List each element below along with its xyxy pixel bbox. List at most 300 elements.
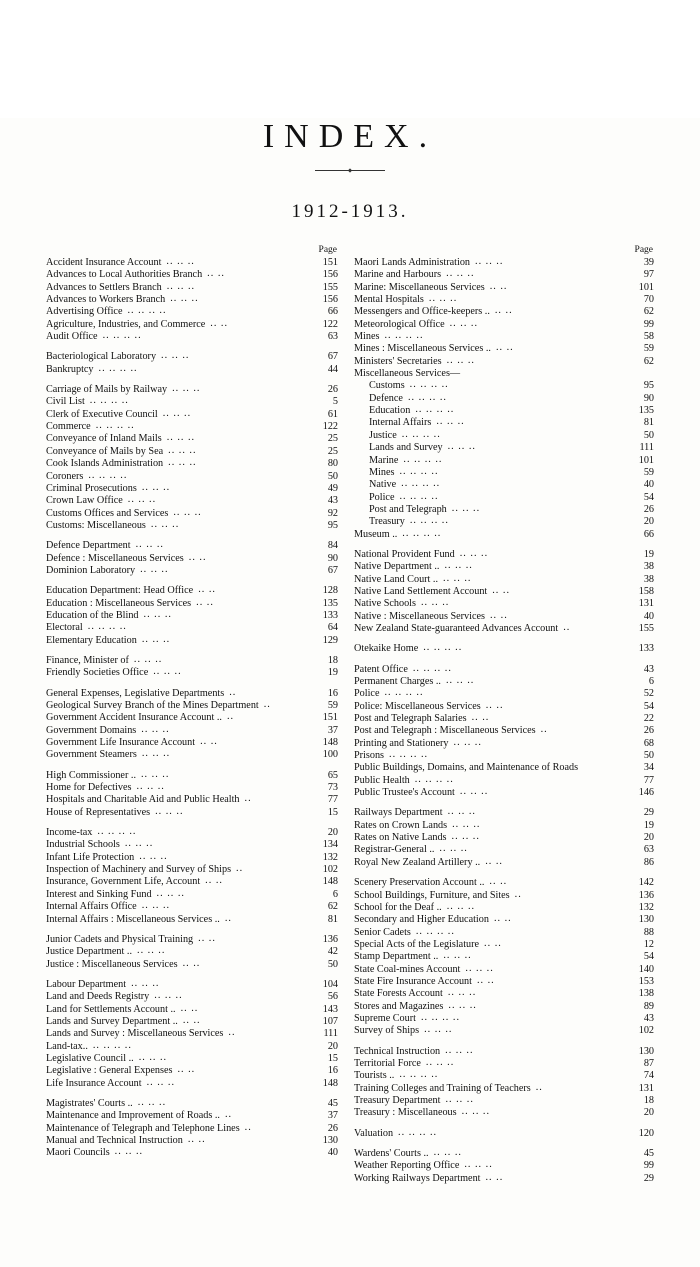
index-entry-leader-dots: .. .. .. .. — [401, 428, 441, 440]
index-entry-label: General Expenses, Legislative Departments — [46, 687, 225, 699]
index-entry-label: Working Railways Department — [354, 1172, 481, 1184]
index-entry-page-number: 156 — [322, 294, 338, 306]
index-entry-leader-dots: .. .. .. — [445, 1044, 474, 1056]
index-entry-label: Customs — [369, 380, 405, 392]
index-entry-page-number: 54 — [643, 951, 654, 963]
index-entry[interactable] — [46, 667, 338, 679]
index-entry-label: Legislative Council .. — [46, 1052, 134, 1064]
index-entry-leader-dots: .. .. .. — [161, 350, 190, 362]
index-entry[interactable] — [46, 1147, 338, 1159]
index-entry-label: Education Department: Head Office — [46, 585, 194, 597]
index-entry-page-number: 148 — [322, 876, 338, 888]
index-entry-page-number: 49 — [327, 482, 338, 494]
index-entry-leader-dots: .. .. .. .. — [403, 453, 443, 465]
index-entry-page-number: 29 — [643, 1172, 654, 1184]
index-entry-label: Conveyance of Mails by Sea — [46, 445, 164, 457]
index-entry-page-number: 90 — [643, 392, 654, 404]
index-entry-label: Survey of Ships — [354, 1025, 420, 1037]
index-entry-leader-dots: .. .. .. — [114, 1146, 144, 1158]
index-entry-leader-dots: .. .. .. — [166, 280, 196, 292]
index-entry-label: Treasury — [369, 516, 405, 528]
index-entry-label: Justice — [369, 429, 397, 441]
index-entry-page-number: 50 — [643, 429, 654, 441]
index-entry-leader-dots: .. .. .. — [445, 1094, 474, 1105]
index-entry-leader-dots: .. .. — [196, 596, 214, 608]
index-entry-label: Customs Offices and Services — [46, 507, 169, 519]
index-entry-label: Electoral — [46, 622, 83, 634]
index-entry[interactable] — [46, 520, 338, 532]
index-entry-leader-dots: .. .. .. — [131, 977, 160, 989]
index-entry-page-number: 20 — [643, 832, 654, 844]
index-entry-leader-dots: .. .. .. .. — [415, 925, 455, 937]
index-entry-leader-dots: .. .. .. — [172, 383, 201, 395]
index-entry[interactable] — [46, 635, 338, 647]
index-entry-page-number: 107 — [322, 1015, 338, 1027]
index-entry-leader-dots: .. .. .. — [141, 723, 170, 735]
index-entry-page-number: 131 — [638, 1082, 654, 1094]
index-entry-label: Permanent Charges .. — [354, 676, 441, 687]
index-entry-leader-dots: .. — [228, 1027, 236, 1039]
index-entry-label: Territorial Force — [354, 1057, 421, 1069]
index-entry-label: Scenery Preservation Account .. — [354, 877, 485, 889]
index-entry-page-number: 89 — [643, 1000, 654, 1012]
index-entry[interactable] — [354, 529, 654, 541]
index-entry-label: Patent Office — [354, 663, 408, 675]
index-entry-page-number: 38 — [643, 561, 654, 573]
index-entry-label: Land-tax.. — [46, 1040, 88, 1052]
index-entry-label: Crown Law Office — [46, 495, 123, 507]
index-entry-label: Marine: Miscellaneous Services — [354, 281, 485, 293]
index-entry[interactable] — [46, 807, 338, 819]
index-entry-page-number: 66 — [327, 306, 338, 318]
index-entry-leader-dots: .. .. — [485, 1171, 504, 1183]
index-entry-leader-dots: .. .. — [205, 875, 223, 887]
index-entry-leader-dots: .. .. .. .. — [409, 515, 449, 527]
index-entry-leader-dots: .. — [263, 699, 271, 710]
index-entry-label: Stamp Department .. — [354, 951, 439, 963]
index-entry-label: Tourists .. — [354, 1070, 395, 1082]
index-entry-label: Mines : Miscellaneous Services .. — [354, 343, 491, 355]
index-entry-page-number: 99 — [643, 1160, 654, 1172]
index-entry-label: Conveyance of Inland Mails — [46, 433, 162, 445]
index-entry[interactable] — [46, 331, 338, 343]
index-entry-page-number: 45 — [643, 1148, 654, 1160]
index-entry-label: Post and Telegraph — [369, 503, 447, 515]
index-entry-label: Maori Lands Administration — [354, 257, 471, 268]
index-entry[interactable] — [354, 623, 654, 635]
index-entry-label: Otekaike Home — [354, 643, 419, 655]
index-entry-leader-dots: .. .. .. .. — [88, 469, 128, 481]
index-entry-label: Registrar-General .. — [354, 844, 435, 856]
index-entry-leader-dots: .. .. .. — [143, 608, 172, 620]
index-entry-page-number: 26 — [643, 503, 654, 515]
index-entry-page-number: 64 — [327, 622, 338, 634]
index-entry-label: Police: Miscellaneous Services — [354, 700, 481, 712]
index-entry-page-number: 146 — [638, 787, 654, 799]
index-entry[interactable] — [46, 565, 338, 577]
index-entry-leader-dots: .. .. .. — [124, 838, 154, 850]
index-entry-page-number: 40 — [327, 1147, 338, 1159]
index-entry-label: Junior Cadets and Physical Training — [46, 933, 194, 945]
index-entry-page-number: 143 — [322, 1003, 338, 1015]
index-entry-page-number: 131 — [638, 598, 654, 610]
index-entry-label: Miscellaneous Services— — [354, 368, 461, 380]
index-entry-label: Defence Department — [46, 540, 131, 552]
index-entry-leader-dots: .. — [244, 793, 252, 805]
index-entry-page-number: 155 — [638, 622, 654, 634]
index-entry-page-number: 86 — [643, 856, 654, 868]
index-entry-leader-dots: .. .. .. — [425, 1056, 455, 1068]
index-entry-label: Clerk of Executive Council — [46, 408, 158, 420]
index-entry[interactable] — [354, 857, 654, 869]
index-entry[interactable] — [354, 643, 654, 655]
index-entry-page-number: 19 — [327, 667, 338, 679]
index-entry-label: Income-tax — [46, 827, 93, 839]
index-entry-leader-dots: .. .. .. — [168, 444, 197, 456]
index-entry-label: Native Land Court .. — [354, 573, 439, 585]
index-entry-page-number: 128 — [322, 585, 338, 597]
index-entry-leader-dots: .. .. .. — [168, 457, 197, 469]
index-entry-page-number: 135 — [638, 405, 654, 417]
index-entry-leader-dots: .. .. .. — [447, 441, 476, 453]
index-entry-page-number: 43 — [643, 1012, 654, 1024]
index-entry-page-number: 44 — [327, 363, 338, 375]
index-entry-page-number: 39 — [643, 257, 654, 268]
index-entry-label: Stores and Magazines — [354, 1000, 444, 1012]
index-entry-label: Marine and Harbours — [354, 269, 442, 281]
index-entry-label: Rates on Native Lands — [354, 832, 447, 844]
index-entry-leader-dots: .. .. — [210, 317, 229, 329]
index-entry-leader-dots: .. .. .. — [137, 1096, 167, 1108]
index-entry-page-number: 81 — [327, 913, 338, 925]
index-entry-leader-dots: .. — [236, 863, 244, 875]
index-entry[interactable] — [354, 1128, 654, 1140]
index-entry-label: Defence — [369, 392, 403, 404]
index-entry-leader-dots: .. .. — [198, 584, 216, 596]
index-entry-leader-dots: .. .. .. — [443, 950, 472, 962]
index-entry-leader-dots: .. .. .. — [141, 900, 171, 912]
index-entry-leader-dots: .. .. — [492, 584, 510, 596]
index-entry-page-number: 20 — [327, 827, 338, 839]
index-entry-page-number: 95 — [643, 380, 654, 392]
index-entry-leader-dots: .. .. .. .. — [384, 330, 424, 342]
index-entry-page-number: 132 — [638, 901, 654, 913]
index-entry[interactable] — [46, 1078, 338, 1090]
index-entry-page-number: 130 — [322, 1135, 338, 1146]
index-entry-page-number: 63 — [643, 844, 654, 856]
index-entry-page-number: 26 — [327, 1122, 338, 1134]
index-entry-leader-dots: .. .. .. .. — [423, 642, 463, 654]
index-entry-label: Manual and Technical Instruction — [46, 1135, 183, 1146]
index-entry-label: Life Insurance Account — [46, 1077, 142, 1089]
index-entry-leader-dots: .. .. .. .. — [399, 465, 439, 477]
index-entry-leader-dots: .. .. .. — [141, 481, 171, 493]
index-entry-label: Justice : Miscellaneous Services — [46, 958, 178, 970]
index-entry-leader-dots: .. .. .. — [433, 1147, 462, 1159]
index-entry-page-number: 132 — [322, 851, 338, 863]
index-entry-page-number: 12 — [643, 938, 654, 950]
index-entry-page-number: 122 — [322, 421, 338, 433]
index-entry-leader-dots: .. .. .. .. — [402, 527, 442, 539]
index-entry-leader-dots: .. .. .. — [461, 1106, 490, 1118]
index-entry-page-number: 25 — [327, 445, 338, 457]
index-entry-page-number: 80 — [327, 458, 338, 470]
index-entry-label: Bacteriological Laboratory — [46, 351, 157, 363]
index-entry[interactable] — [354, 1107, 654, 1119]
index-entry-label: Advances to Local Authorities Branch — [46, 269, 203, 281]
index-entry-page-number: 62 — [643, 355, 654, 367]
index-entry-page-number: 42 — [327, 946, 338, 958]
index-entry-leader-dots: .. .. .. — [459, 547, 489, 559]
index-entry-page-number: 15 — [327, 806, 338, 818]
index-entry[interactable] — [354, 356, 654, 368]
index-entry-label: Insurance, Government Life, Account — [46, 876, 201, 888]
index-entry-leader-dots: .. .. .. .. — [87, 621, 127, 633]
page-subtitle: 1912-1913. — [291, 201, 409, 222]
index-entry-label: Inspection of Machinery and Survey of Ships — [46, 864, 232, 876]
index-entry-label: Native Schools — [354, 598, 416, 610]
index-entry-page-number: 18 — [327, 654, 338, 666]
index-entry-label: House of Representatives — [46, 806, 151, 818]
index-entry-leader-dots: .. .. .. — [424, 1024, 453, 1036]
index-entry-page-number: 88 — [643, 926, 654, 938]
index-entry-leader-dots: .. — [224, 912, 232, 924]
index-entry-page-number: 67 — [327, 351, 338, 363]
index-entry-label: Mines — [354, 331, 380, 343]
index-entry-page-number: 5 — [332, 396, 338, 408]
index-entry-label: Government Life Insurance Account — [46, 737, 196, 749]
index-entry-leader-dots: .. .. .. — [439, 843, 468, 855]
index-entry-label: Coroners — [46, 470, 84, 482]
index-entry-leader-dots: .. .. .. .. — [98, 362, 138, 374]
index-entry-page-number: 148 — [322, 737, 338, 749]
index-entry-label: Maintenance and Improvement of Roads .. — [46, 1110, 220, 1122]
index-entry-leader-dots: .. .. .. — [146, 1076, 175, 1088]
index-entry-leader-dots: .. .. — [182, 1014, 201, 1026]
index-entry-leader-dots: .. .. .. — [475, 256, 504, 267]
index-entry-leader-dots: .. .. .. — [156, 887, 185, 899]
index-entry-leader-dots: .. .. .. — [140, 563, 169, 575]
index-entry-label: Bankruptcy — [46, 363, 94, 375]
index-column-left — [46, 245, 338, 1160]
index-entry-page-number: 111 — [639, 442, 654, 454]
index-entry-page-number: 62 — [643, 306, 654, 318]
index-entry-label: Audit Office — [46, 331, 98, 343]
index-entry-leader-dots: .. .. .. — [447, 806, 476, 818]
index-entry[interactable] — [354, 787, 654, 799]
index-entry-page-number: 68 — [643, 737, 654, 749]
index-entry-page-number: 40 — [643, 479, 654, 491]
index-entry-label: Rates on Crown Lands — [354, 819, 448, 831]
index-entry-label: Industrial Schools — [46, 839, 120, 851]
index-entry-page-number: 87 — [643, 1057, 654, 1069]
index-entry-page-number: 20 — [327, 1040, 338, 1052]
index-entry-leader-dots: .. .. .. — [420, 597, 450, 609]
index-entry-page-number: 73 — [327, 782, 338, 794]
index-entry-page-number: 130 — [638, 1045, 654, 1057]
index-entry-leader-dots: .. .. .. — [133, 653, 163, 665]
index-entry-leader-dots: .. .. .. .. — [95, 420, 135, 432]
index-entry-label: Civil List — [46, 396, 85, 408]
index-entry-leader-dots: .. .. — [489, 876, 508, 888]
index-entry-page-number: 50 — [327, 470, 338, 482]
index-entry-leader-dots: .. .. .. .. — [420, 1011, 460, 1023]
index-entry-page-number: 34 — [643, 762, 654, 774]
index-entry-leader-dots: .. .. — [495, 342, 514, 354]
index-entry-label: Mental Hospitals — [354, 294, 424, 306]
index-entry-leader-dots: .. — [540, 724, 548, 736]
index-entry-page-number: 133 — [638, 643, 654, 655]
index-entry-page-number: 120 — [638, 1127, 654, 1139]
index-entry-leader-dots: .. .. — [182, 957, 201, 969]
index-entry-label: Marine — [369, 454, 399, 466]
index-entry-page-number: 122 — [322, 318, 338, 330]
index-entry-label: Internal Affairs : Miscellaneous Services .. — [46, 913, 220, 925]
index-entry-label: Elementary Education — [46, 634, 137, 646]
index-entry-page-number: 148 — [322, 1077, 338, 1089]
index-entry-page-number: 138 — [638, 988, 654, 1000]
index-entry-label: Technical Instruction — [354, 1045, 441, 1057]
index-entry-page-number: 136 — [638, 889, 654, 901]
page-column-header-left: Page — [318, 245, 337, 255]
index-entry-leader-dots: .. .. — [494, 305, 513, 317]
index-entry-list-left — [46, 257, 338, 1160]
index-entry-leader-dots: .. .. .. — [166, 432, 196, 444]
index-entry-page-number: 104 — [322, 978, 338, 990]
index-entry-leader-dots: .. — [224, 1109, 233, 1121]
index-entry[interactable] — [354, 1025, 654, 1037]
index-entry-label: State Fire Insurance Account — [354, 975, 472, 987]
index-entry-leader-dots: .. .. .. — [154, 990, 183, 1002]
index-entry-page-number: 59 — [643, 466, 654, 478]
index-entry-page-number: 95 — [327, 519, 338, 531]
index-entry-leader-dots: .. .. — [200, 736, 218, 748]
index-entry-leader-dots: .. .. .. — [452, 818, 481, 830]
index-entry-page-number: 65 — [327, 769, 338, 781]
index-entry-leader-dots: .. .. .. — [446, 900, 476, 912]
index-page — [0, 118, 700, 1267]
index-entry-label: Native — [369, 479, 397, 491]
index-entry-page-number: 6 — [648, 676, 654, 687]
index-entry-page-number: 66 — [643, 528, 654, 540]
index-entry-leader-dots: .. .. .. — [459, 786, 489, 798]
index-column-right — [354, 245, 654, 1185]
index-entry-leader-dots: .. .. .. — [138, 1051, 168, 1063]
index-entry-leader-dots: .. .. .. — [139, 850, 168, 862]
index-entry-label: Senior Cadets — [354, 926, 411, 938]
index-entry[interactable] — [46, 959, 338, 971]
index-entry-page-number: 135 — [322, 597, 338, 609]
index-entry-label: Weather Reporting Office — [354, 1160, 460, 1172]
index-entry-page-number: 111 — [323, 1028, 338, 1040]
index-entry-label: Public Health — [354, 774, 410, 786]
index-entry[interactable] — [354, 750, 654, 762]
index-entry-page-number: 67 — [327, 564, 338, 576]
index-entry-leader-dots: .. .. — [484, 937, 502, 949]
index-entry-leader-dots: .. .. .. — [443, 572, 472, 584]
index-entry-leader-dots: .. .. — [493, 913, 512, 925]
index-entry-page-number: 43 — [327, 495, 338, 507]
index-entry[interactable] — [46, 364, 338, 376]
index-entry-label: Government Domains — [46, 724, 137, 736]
index-entry-leader-dots: .. .. .. — [448, 999, 477, 1011]
index-entry-leader-dots: .. — [229, 686, 237, 698]
index-entry-label: Native Land Settlement Account — [354, 585, 488, 597]
index-entry-page-number: 100 — [322, 749, 338, 761]
index-entry-leader-dots: .. .. .. — [170, 293, 199, 305]
index-entry-page-number: 102 — [638, 1025, 654, 1037]
index-entry-leader-dots: .. .. — [188, 551, 207, 563]
index-entry-page-number: 92 — [327, 507, 338, 519]
index-entry-page-number: 59 — [327, 700, 338, 711]
index-entry-label: School for the Deaf .. — [354, 901, 442, 913]
index-entry-label: Museum .. — [354, 528, 398, 540]
index-entry-label: Native Department .. — [354, 561, 440, 573]
index-entry-leader-dots: .. .. .. — [155, 805, 184, 817]
index-entry-label: Internal Affairs — [369, 417, 432, 429]
index-entry[interactable] — [46, 914, 338, 926]
index-entry-page-number: 77 — [327, 794, 338, 806]
index-entry-leader-dots: .. .. .. — [449, 317, 478, 329]
index-entry-page-number: 77 — [643, 774, 654, 786]
index-entry-label: Post and Telegraph Salaries — [354, 713, 467, 725]
index-entry-leader-dots: .. .. — [187, 1134, 206, 1145]
index-entry-page-number: 151 — [322, 257, 338, 268]
index-entry-page-number: 130 — [638, 914, 654, 926]
index-entry-leader-dots: .. .. .. .. — [102, 330, 142, 342]
index-entry-label: Commerce — [46, 421, 91, 433]
index-entry-page-number: 6 — [332, 888, 338, 900]
index-entry-leader-dots: .. .. .. .. — [414, 773, 454, 785]
index-entry-page-number: 26 — [327, 384, 338, 396]
index-entry-label: Treasury : Miscellaneous — [354, 1107, 457, 1119]
index-entry-label: Criminal Prosecutions — [46, 482, 137, 494]
index-entry-leader-dots: .. .. — [485, 699, 504, 711]
index-entry-page-number: 19 — [643, 819, 654, 831]
index-entry-leader-dots: .. .. — [471, 712, 490, 724]
index-entry-page-number: 101 — [638, 281, 654, 293]
index-entry-page-number: 61 — [327, 408, 338, 420]
index-entry-label: Advertising Office — [46, 306, 123, 318]
index-entry-label: Maori Councils — [46, 1147, 110, 1159]
index-entry-page-number: 63 — [327, 331, 338, 343]
index-entry-label: Magistrates' Courts .. — [46, 1097, 133, 1109]
index-entry-leader-dots: .. .. .. .. — [412, 662, 452, 674]
index-entry-leader-dots: .. .. .. — [136, 781, 165, 793]
index-entry-label: Finance, Minister of — [46, 654, 129, 666]
index-entry-label: Government Steamers — [46, 749, 137, 761]
index-entry-leader-dots: .. .. .. — [141, 633, 171, 645]
index-entry-leader-dots: .. .. .. .. — [399, 490, 439, 502]
index-entry-page-number: 37 — [327, 1110, 338, 1122]
index-entry-label: Interest and Sinking Fund — [46, 888, 152, 900]
index-entry-label: Public Trustee's Account — [354, 787, 455, 799]
index-entry-label: Justice Department .. — [46, 946, 133, 958]
index-entry-list-right — [354, 257, 654, 1185]
index-entry-page-number: 38 — [643, 573, 654, 585]
index-entry[interactable] — [354, 1173, 654, 1185]
index-entry-label: Training Colleges and Training of Teachers — [354, 1082, 531, 1094]
index-entry-page-number: 101 — [638, 454, 654, 466]
index-entry[interactable] — [46, 749, 338, 761]
index-entry-leader-dots: .. .. .. — [436, 416, 465, 428]
index-entry-page-number: 133 — [322, 609, 338, 621]
index-entry-page-number: 58 — [643, 331, 654, 343]
index-entry-label: Printing and Stationery — [354, 737, 449, 749]
index-entry-label: Land for Settlements Account .. — [46, 1003, 176, 1015]
index-entry-label: Railways Department — [354, 807, 443, 819]
index-entry-label: Lands and Survey — [369, 442, 443, 454]
